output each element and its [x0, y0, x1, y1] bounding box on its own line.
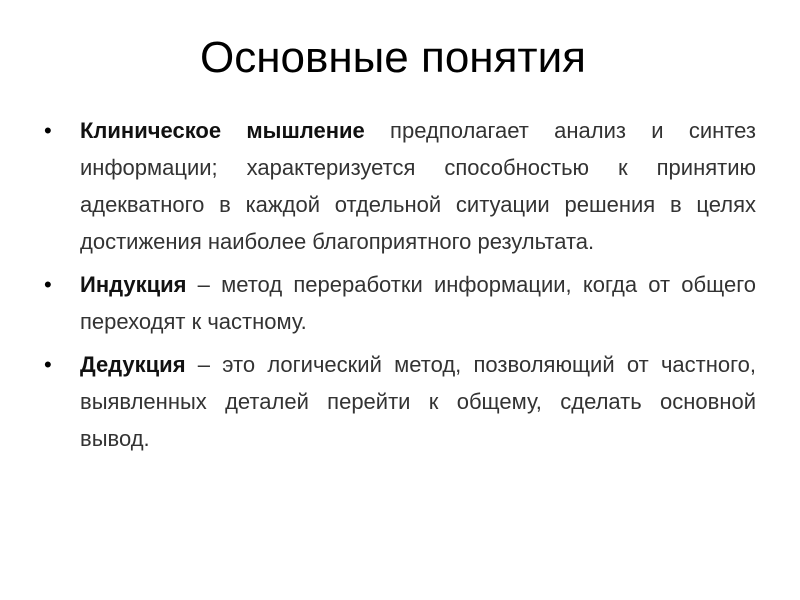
- bullet-item-deduction: [44, 346, 756, 457]
- bullet-dot-icon: •: [44, 352, 52, 377]
- bullet-definition: – это логический метод, позволяющий от частного, выявленных деталей перейти к общему, сделать основной вывод.: [80, 352, 756, 451]
- bullet-term: Индукция: [80, 272, 187, 297]
- bullet-item-clinical-thinking: [44, 112, 756, 260]
- bullet-definition: предполагает анализ и синтез информации; характеризуется способностью к принятию адекватного в каждой отдельной ситуации решения в целях достижения наиболее благоприятного результата.: [80, 118, 756, 254]
- bullet-definition: – метод переработки информации, когда от общего переходят к частному.: [80, 272, 756, 334]
- bullet-text: [80, 112, 756, 260]
- bullet-text: [80, 346, 756, 457]
- bullet-term: Дедукция: [80, 352, 186, 377]
- bullet-list: [44, 112, 756, 463]
- slide-title: Основные понятия: [200, 33, 586, 82]
- bullet-dot-icon: •: [44, 118, 52, 143]
- bullet-dot-icon: •: [44, 272, 52, 297]
- bullet-item-induction: [44, 266, 756, 340]
- bullet-text: [80, 266, 756, 340]
- bullet-term: Клиническое мышление: [80, 118, 365, 143]
